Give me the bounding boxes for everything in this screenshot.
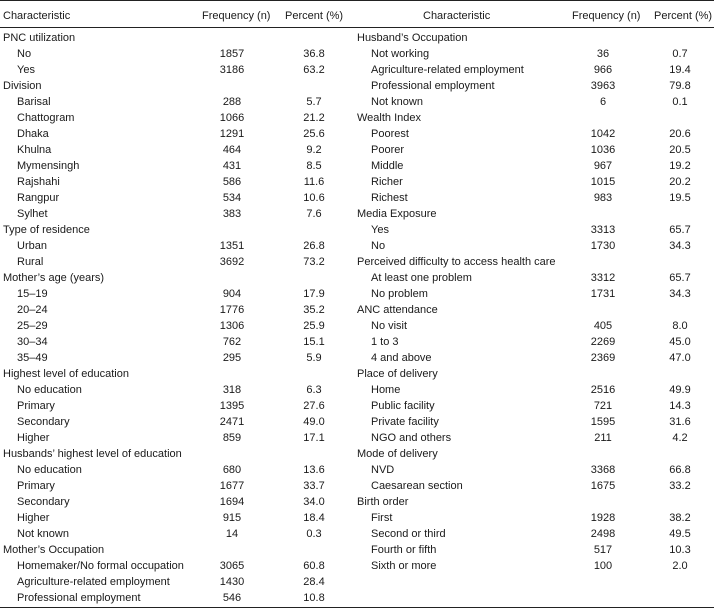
group-label: Division: [3, 80, 42, 92]
row-label: No education: [17, 384, 82, 396]
percent-cell: 33.7: [303, 480, 325, 492]
table-row: [3, 110, 348, 126]
row-label: Richest: [371, 192, 408, 204]
frequency-cell: 1291: [219, 128, 245, 140]
percent-cell: 0.3: [306, 528, 322, 540]
table-row: [3, 494, 348, 510]
table-row: [3, 510, 348, 526]
table-row: [3, 46, 348, 62]
table-row: [3, 478, 348, 494]
percent-cell: 8.5: [306, 160, 322, 172]
left-header-frequency: Frequency (n): [202, 10, 271, 22]
percent-cell: 4.2: [672, 432, 688, 444]
table-row: [3, 94, 348, 110]
table-row: [357, 286, 714, 302]
row-label: Secondary: [17, 416, 70, 428]
left-header-percent: Percent (%): [285, 10, 344, 22]
frequency-cell: 1677: [219, 480, 245, 492]
percent-cell: 10.8: [303, 592, 325, 604]
group-header-row: [3, 366, 348, 382]
percent-cell: 28.4: [303, 576, 325, 588]
frequency-cell: 3368: [590, 464, 616, 476]
row-label: 1 to 3: [371, 336, 399, 348]
percent-cell: 19.5: [669, 192, 691, 204]
frequency-cell: 1430: [219, 576, 245, 588]
frequency-cell: 586: [222, 176, 242, 188]
row-label: Sixth or more: [371, 560, 437, 572]
percent-cell: 5.9: [306, 352, 322, 364]
frequency-cell: 680: [222, 464, 242, 476]
percent-cell: 63.2: [303, 64, 325, 76]
table-row: [3, 414, 348, 430]
frequency-cell: 1351: [219, 240, 245, 252]
row-label: No problem: [371, 288, 428, 300]
frequency-cell: 721: [593, 400, 613, 412]
percent-cell: 73.2: [303, 256, 325, 268]
table-row: [357, 126, 714, 142]
percent-cell: 17.1: [303, 432, 325, 444]
frequency-cell: 2516: [590, 384, 616, 396]
percent-cell: 27.6: [303, 400, 325, 412]
table-row: [3, 574, 348, 590]
frequency-cell: 966: [593, 64, 613, 76]
right-header-frequency: Frequency (n): [572, 10, 641, 22]
table-row: [357, 222, 714, 238]
row-label: Sylhet: [17, 208, 48, 220]
row-label: Home: [371, 384, 401, 396]
frequency-cell: 3065: [219, 560, 245, 572]
percent-cell: 79.8: [669, 80, 691, 92]
table-row: [3, 398, 348, 414]
group-header-row: [357, 110, 714, 126]
row-label: Rural: [17, 256, 44, 268]
table-row: [357, 478, 714, 494]
percent-cell: 66.8: [669, 464, 691, 476]
frequency-cell: 431: [222, 160, 242, 172]
frequency-cell: 2498: [590, 528, 616, 540]
table-header-rule: [0, 27, 714, 28]
percent-cell: 34.3: [669, 288, 691, 300]
percent-cell: 49.9: [669, 384, 691, 396]
table-row: [357, 142, 714, 158]
group-label: Husband’s Occupation: [357, 32, 468, 44]
frequency-cell: 464: [222, 144, 242, 156]
group-label: Perceived difficulty to access health care: [357, 256, 556, 268]
row-label: Private facility: [371, 416, 439, 428]
frequency-cell: 3692: [219, 256, 245, 268]
row-label: Poorer: [371, 144, 405, 156]
row-label: No education: [17, 464, 82, 476]
row-label: Urban: [17, 240, 47, 252]
row-label: Second or third: [371, 528, 446, 540]
table-row: [357, 62, 714, 78]
row-label: 35–49: [17, 352, 48, 364]
frequency-cell: 3963: [590, 80, 616, 92]
group-header-row: [357, 446, 714, 462]
table-row: [357, 46, 714, 62]
row-label: 4 and above: [371, 352, 432, 364]
percent-cell: 6.3: [306, 384, 322, 396]
row-label: Homemaker/No formal occupation: [17, 560, 184, 572]
row-label: Higher: [17, 432, 50, 444]
frequency-cell: 2269: [590, 336, 616, 348]
table-row: [3, 526, 348, 542]
table-row: [3, 430, 348, 446]
row-label: Yes: [17, 64, 35, 76]
percent-cell: 26.8: [303, 240, 325, 252]
table-row: [357, 238, 714, 254]
row-label: No: [371, 240, 386, 252]
frequency-cell: 1675: [590, 480, 616, 492]
frequency-cell: 6: [599, 96, 607, 108]
row-label: Professional employment: [371, 80, 495, 92]
frequency-cell: 3312: [590, 272, 616, 284]
percent-cell: 17.9: [303, 288, 325, 300]
right-header-characteristic: Characteristic: [423, 10, 491, 22]
frequency-cell: 1730: [590, 240, 616, 252]
right-column: [357, 30, 714, 574]
percent-cell: 15.1: [303, 336, 325, 348]
row-label: 30–34: [17, 336, 48, 348]
row-label: Middle: [371, 160, 404, 172]
frequency-cell: 915: [222, 512, 242, 524]
percent-cell: 34.0: [303, 496, 325, 508]
row-label: Primary: [17, 400, 55, 412]
table-row: [3, 302, 348, 318]
group-header-row: [3, 542, 348, 558]
frequency-cell: 1928: [590, 512, 616, 524]
table-row: [357, 318, 714, 334]
left-column: [3, 30, 348, 606]
row-label: First: [371, 512, 393, 524]
table-row: [3, 334, 348, 350]
frequency-cell: 1036: [590, 144, 616, 156]
percent-cell: 20.5: [669, 144, 691, 156]
frequency-cell: 517: [593, 544, 613, 556]
table-row: [357, 510, 714, 526]
group-label: Place of delivery: [357, 368, 438, 380]
table-row: [357, 430, 714, 446]
group-header-row: [357, 30, 714, 46]
percent-cell: 0.7: [672, 48, 688, 60]
frequency-cell: 318: [222, 384, 242, 396]
frequency-cell: 1066: [219, 112, 245, 124]
group-header-row: [357, 494, 714, 510]
row-label: Secondary: [17, 496, 70, 508]
group-header-row: [357, 302, 714, 318]
table-row: [357, 334, 714, 350]
frequency-cell: 859: [222, 432, 242, 444]
frequency-cell: 295: [222, 352, 242, 364]
table-row: [3, 190, 348, 206]
percent-cell: 38.2: [669, 512, 691, 524]
percent-cell: 31.6: [669, 416, 691, 428]
table-row: [3, 142, 348, 158]
table-row: [3, 206, 348, 222]
table-row: [3, 254, 348, 270]
row-label: Professional employment: [17, 592, 141, 604]
table-row: [357, 270, 714, 286]
percent-cell: 45.0: [669, 336, 691, 348]
percent-cell: 13.6: [303, 464, 325, 476]
percent-cell: 25.6: [303, 128, 325, 140]
row-label: NVD: [371, 464, 395, 476]
table-top-rule: [0, 0, 714, 1]
table-row: [357, 158, 714, 174]
row-label: Poorest: [371, 128, 409, 140]
percent-cell: 65.7: [669, 272, 691, 284]
row-label: Rangpur: [17, 192, 60, 204]
frequency-cell: 36: [596, 48, 610, 60]
row-label: Higher: [17, 512, 50, 524]
percent-cell: 19.4: [669, 64, 691, 76]
frequency-cell: 546: [222, 592, 242, 604]
row-label: Agriculture-related employment: [371, 64, 524, 76]
percent-cell: 21.2: [303, 112, 325, 124]
percent-cell: 19.2: [669, 160, 691, 172]
row-label: Khulna: [17, 144, 52, 156]
group-header-row: [357, 366, 714, 382]
percent-cell: 33.2: [669, 480, 691, 492]
frequency-cell: 3186: [219, 64, 245, 76]
table-row: [3, 558, 348, 574]
table-row: [357, 414, 714, 430]
frequency-cell: 288: [222, 96, 242, 108]
row-label: Chattogram: [17, 112, 75, 124]
row-label: Rajshahi: [17, 176, 60, 188]
percent-cell: 11.6: [303, 176, 325, 188]
row-label: 20–24: [17, 304, 48, 316]
group-label: Highest level of education: [3, 368, 129, 380]
table-row: [3, 174, 348, 190]
group-header-row: [3, 270, 348, 286]
table-row: [357, 462, 714, 478]
percent-cell: 10.6: [303, 192, 325, 204]
percent-cell: 35.2: [303, 304, 325, 316]
frequency-cell: 3313: [590, 224, 616, 236]
table-row: [357, 526, 714, 542]
frequency-cell: 383: [222, 208, 242, 220]
group-header-row: [3, 30, 348, 46]
group-header-row: [357, 206, 714, 222]
table-row: [357, 382, 714, 398]
table-row: [357, 558, 714, 574]
row-label: No: [17, 48, 32, 60]
percent-cell: 0.1: [672, 96, 688, 108]
frequency-cell: 2471: [219, 416, 245, 428]
percent-cell: 8.0: [672, 320, 688, 332]
table-row: [357, 350, 714, 366]
table-row: [3, 62, 348, 78]
table-row: [3, 126, 348, 142]
table-row: [3, 158, 348, 174]
group-label: Mother’s Occupation: [3, 544, 105, 556]
frequency-cell: 1857: [219, 48, 245, 60]
group-label: Media Exposure: [357, 208, 437, 220]
table-row: [3, 238, 348, 254]
frequency-cell: 1015: [590, 176, 616, 188]
group-label: ANC attendance: [357, 304, 438, 316]
table-row: [3, 382, 348, 398]
group-label: Mode of delivery: [357, 448, 438, 460]
frequency-cell: 100: [593, 560, 613, 572]
table-row: [357, 174, 714, 190]
percent-cell: 10.3: [669, 544, 691, 556]
group-header-row: [3, 446, 348, 462]
table-row: [3, 590, 348, 606]
frequency-cell: 1731: [590, 288, 616, 300]
row-label: Yes: [371, 224, 389, 236]
percent-cell: 49.0: [303, 416, 325, 428]
frequency-cell: 534: [222, 192, 242, 204]
table-row: [3, 318, 348, 334]
frequency-cell: 211: [594, 432, 612, 444]
percent-cell: 9.2: [306, 144, 322, 156]
row-label: Not working: [371, 48, 430, 60]
table-row: [357, 94, 714, 110]
group-header-row: [3, 78, 348, 94]
group-label: Birth order: [357, 496, 409, 508]
table-row: [357, 542, 714, 558]
percent-cell: 34.3: [669, 240, 691, 252]
table-row: [3, 350, 348, 366]
frequency-cell: 1306: [219, 320, 245, 332]
row-label: Mymensingh: [17, 160, 80, 172]
frequency-cell: 1395: [219, 400, 245, 412]
frequency-cell: 405: [593, 320, 613, 332]
table-row: [357, 398, 714, 414]
frequency-cell: 1694: [219, 496, 245, 508]
table-row: [357, 78, 714, 94]
percent-cell: 5.7: [306, 96, 322, 108]
table-row: [3, 286, 348, 302]
group-label: Wealth Index: [357, 112, 422, 124]
row-label: Fourth or fifth: [371, 544, 437, 556]
table-row: [357, 190, 714, 206]
frequency-cell: 904: [222, 288, 242, 300]
group-label: Type of residence: [3, 224, 90, 236]
group-header-row: [3, 222, 348, 238]
row-label: Barisal: [17, 96, 51, 108]
frequency-cell: 967: [593, 160, 613, 172]
percent-cell: 49.5: [669, 528, 691, 540]
row-label: Caesarean section: [371, 480, 463, 492]
percent-cell: 2.0: [672, 560, 688, 572]
row-label: 15–19: [17, 288, 48, 300]
row-label: Not known: [17, 528, 69, 540]
frequency-cell: 1595: [590, 416, 616, 428]
row-label: At least one problem: [371, 272, 472, 284]
table-bottom-rule: [0, 607, 714, 608]
group-label: Mother’s age (years): [3, 272, 105, 284]
frequency-cell: 983: [593, 192, 613, 204]
group-header-row: [357, 254, 714, 270]
percent-cell: 7.6: [306, 208, 322, 220]
right-header-percent: Percent (%): [654, 10, 713, 22]
row-label: Dhaka: [17, 128, 49, 140]
group-label: Husbands’ highest level of education: [3, 448, 182, 460]
percent-cell: 47.0: [669, 352, 691, 364]
row-label: No visit: [371, 320, 408, 332]
row-label: Primary: [17, 480, 55, 492]
frequency-cell: 1776: [219, 304, 245, 316]
percent-cell: 20.6: [669, 128, 691, 140]
row-label: NGO and others: [371, 432, 452, 444]
row-label: Richer: [371, 176, 403, 188]
frequency-cell: 14: [225, 528, 239, 540]
frequency-cell: 2369: [590, 352, 616, 364]
frequency-cell: 1042: [590, 128, 616, 140]
percent-cell: 20.2: [669, 176, 691, 188]
percent-cell: 65.7: [669, 224, 691, 236]
row-label: Agriculture-related employment: [17, 576, 170, 588]
percent-cell: 25.9: [303, 320, 325, 332]
row-label: Public facility: [371, 400, 435, 412]
frequency-cell: 762: [222, 336, 242, 348]
table-row: [3, 462, 348, 478]
left-header-characteristic: Characteristic: [3, 10, 71, 22]
percent-cell: 36.8: [303, 48, 325, 60]
percent-cell: 14.3: [669, 400, 691, 412]
row-label: Not known: [371, 96, 423, 108]
row-label: 25–29: [17, 320, 48, 332]
percent-cell: 18.4: [303, 512, 325, 524]
group-label: PNC utilization: [3, 32, 76, 44]
percent-cell: 60.8: [303, 560, 325, 572]
